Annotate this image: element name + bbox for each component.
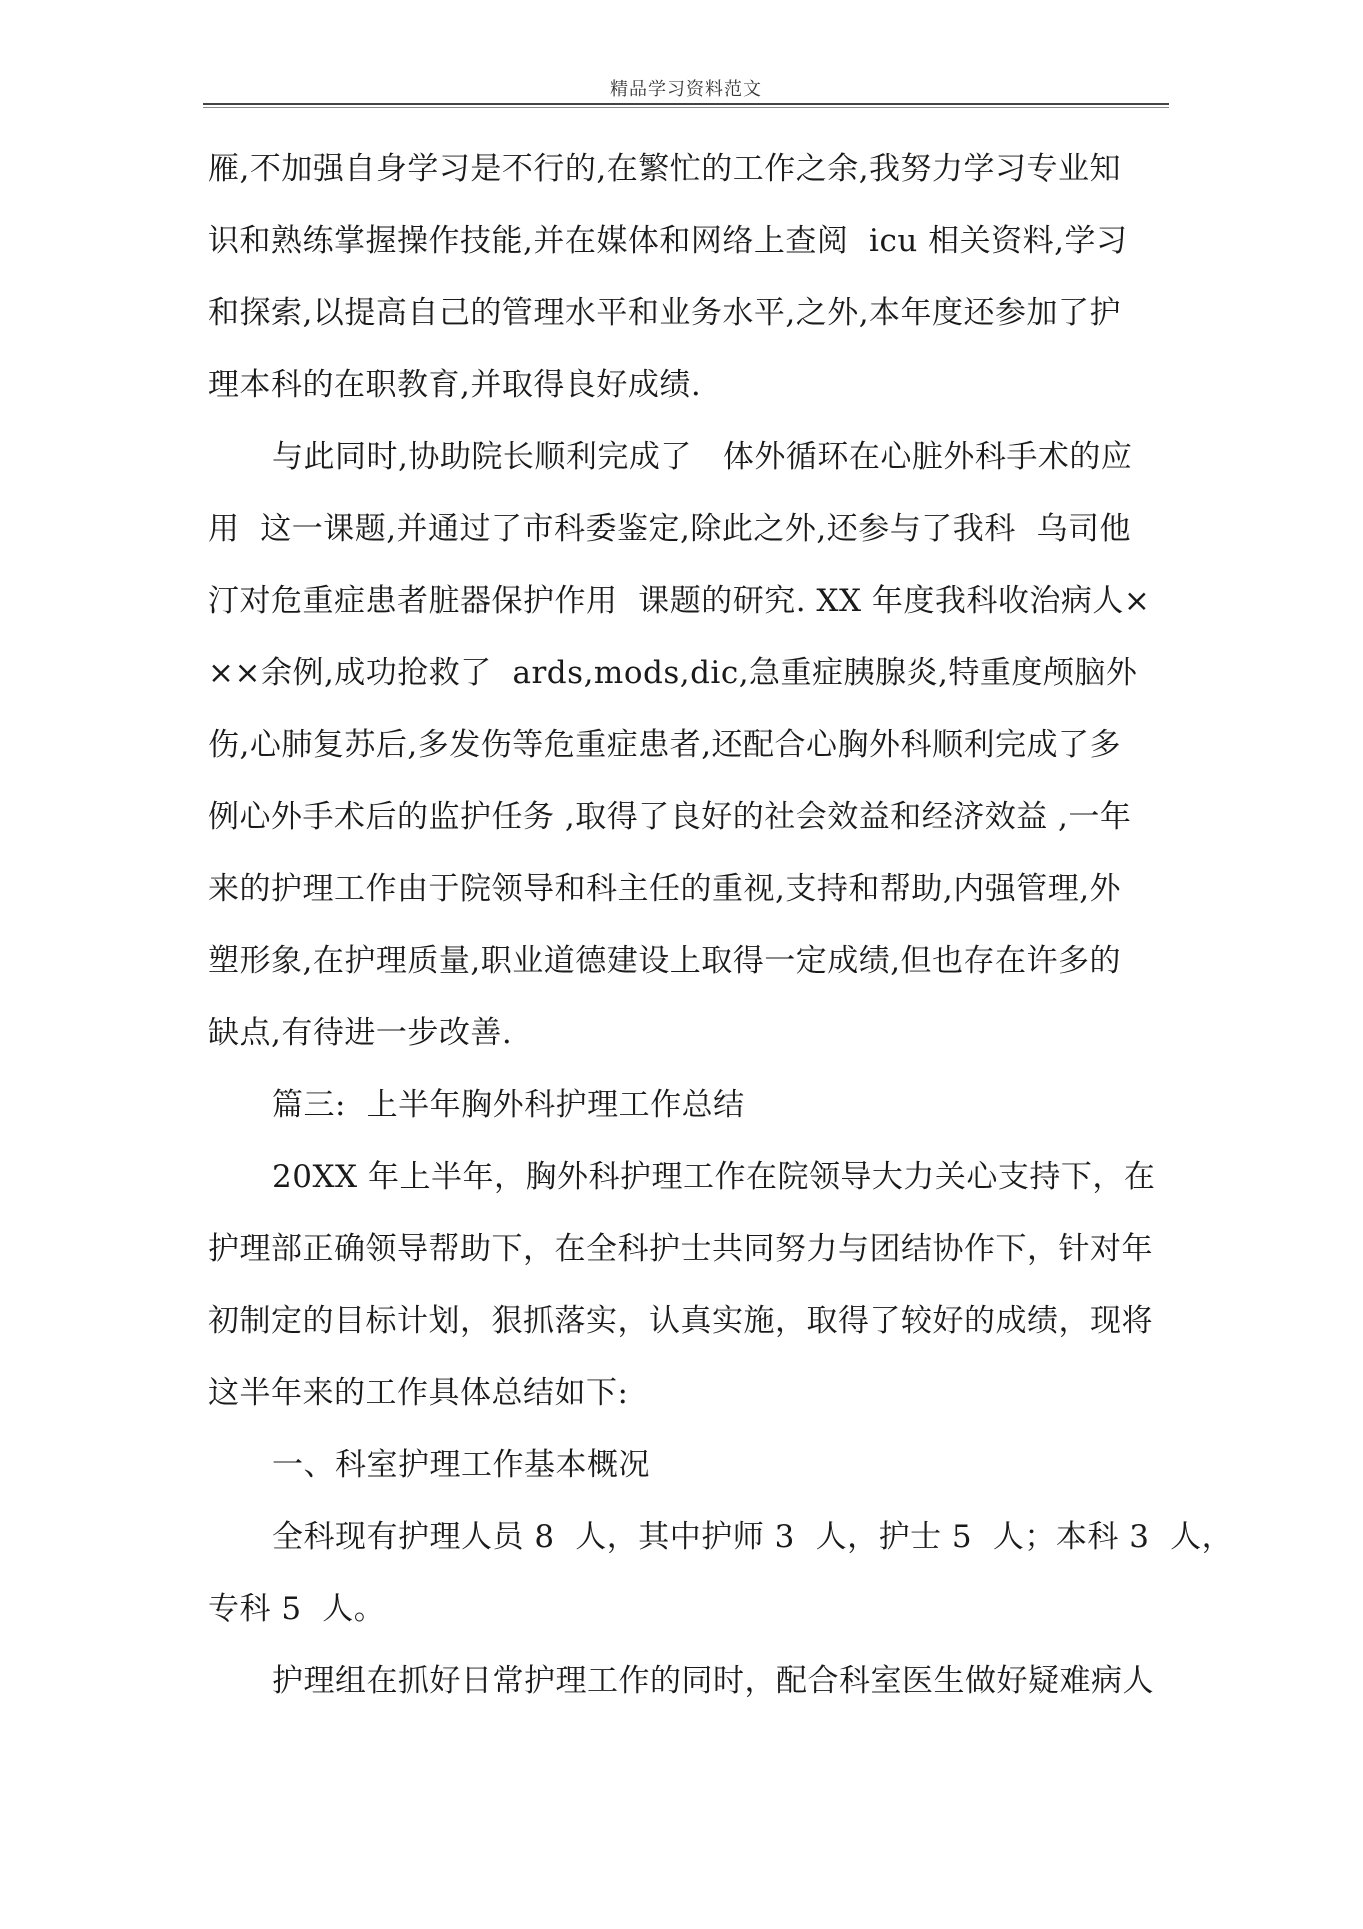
text-line: ××余例,成功抢救了 ards,mods,dic,急重症胰腺炎,特重度颅脑外 (208, 655, 1138, 691)
paragraph-first-line: 全科现有护理人员 8 人，其中护师 3 人，护士 5 人；本科 3 人， (272, 1519, 1234, 1555)
page-header (203, 78, 1169, 108)
text-line: 护理部正确领导帮助下，在全科护士共同努力与团结协作下，针对年 (208, 1231, 1153, 1267)
text-line: 来的护理工作由于院领导和科主任的重视,支持和帮助,内强管理,外 (208, 871, 1122, 907)
section-heading: 篇三: 上半年胸外科护理工作总结 (272, 1087, 745, 1123)
header-title: 精品学习资料范文 (610, 79, 762, 100)
text-line: 雁,不加强自身学习是不行的,在繁忙的工作之余,我努力学习专业知 (208, 151, 1122, 187)
paragraph-first-line: 与此同时,协助院长顺利完成了 体外循环在心脏外科手术的应 (272, 439, 1133, 475)
text-line: 塑形象,在护理质量,职业道德建设上取得一定成绩,但也存在许多的 (208, 943, 1122, 979)
text-line: 和探索,以提高自己的管理水平和业务水平,之外,本年度还参加了护 (208, 295, 1122, 331)
text-line: 用 这一课题,并通过了市科委鉴定,除此之外,还参与了我科 乌司他 (208, 511, 1131, 547)
paragraph-first-line: 20XX 年上半年，胸外科护理工作在院领导大力关心支持下，在 (272, 1159, 1156, 1195)
text-line: 缺点,有待进一步改善. (208, 1015, 513, 1051)
document-body (208, 144, 1234, 1728)
text-line: 伤,心肺复苏后,多发伤等危重症患者,还配合心胸外科顺利完成了多 (208, 727, 1122, 763)
subsection-heading: 一、科室护理工作基本概况 (272, 1447, 650, 1483)
text-line: 例心外手术后的监护任务 ,取得了良好的社会效益和经济效益 ,一年 (208, 799, 1132, 835)
paragraph-first-line: 护理组在抓好日常护理工作的同时，配合科室医生做好疑难病人 (272, 1663, 1154, 1699)
header-rule (203, 103, 1169, 105)
text-line: 初制定的目标计划，狠抓落实，认真实施，取得了较好的成绩，现将 (208, 1303, 1153, 1339)
text-line: 这半年来的工作具体总结如下: (208, 1375, 629, 1411)
header-rule-thin (203, 107, 1169, 108)
text-line: 识和熟练掌握操作技能,并在媒体和网络上查阅 icu 相关资料,学习 (208, 223, 1128, 259)
text-line: 专科 5 人。 (208, 1591, 386, 1627)
text-line: 理本科的在职教育,并取得良好成绩. (208, 367, 702, 403)
text-line: 汀对危重症患者脏器保护作用 课题的研究. XX 年度我科收治病人× (208, 583, 1151, 619)
